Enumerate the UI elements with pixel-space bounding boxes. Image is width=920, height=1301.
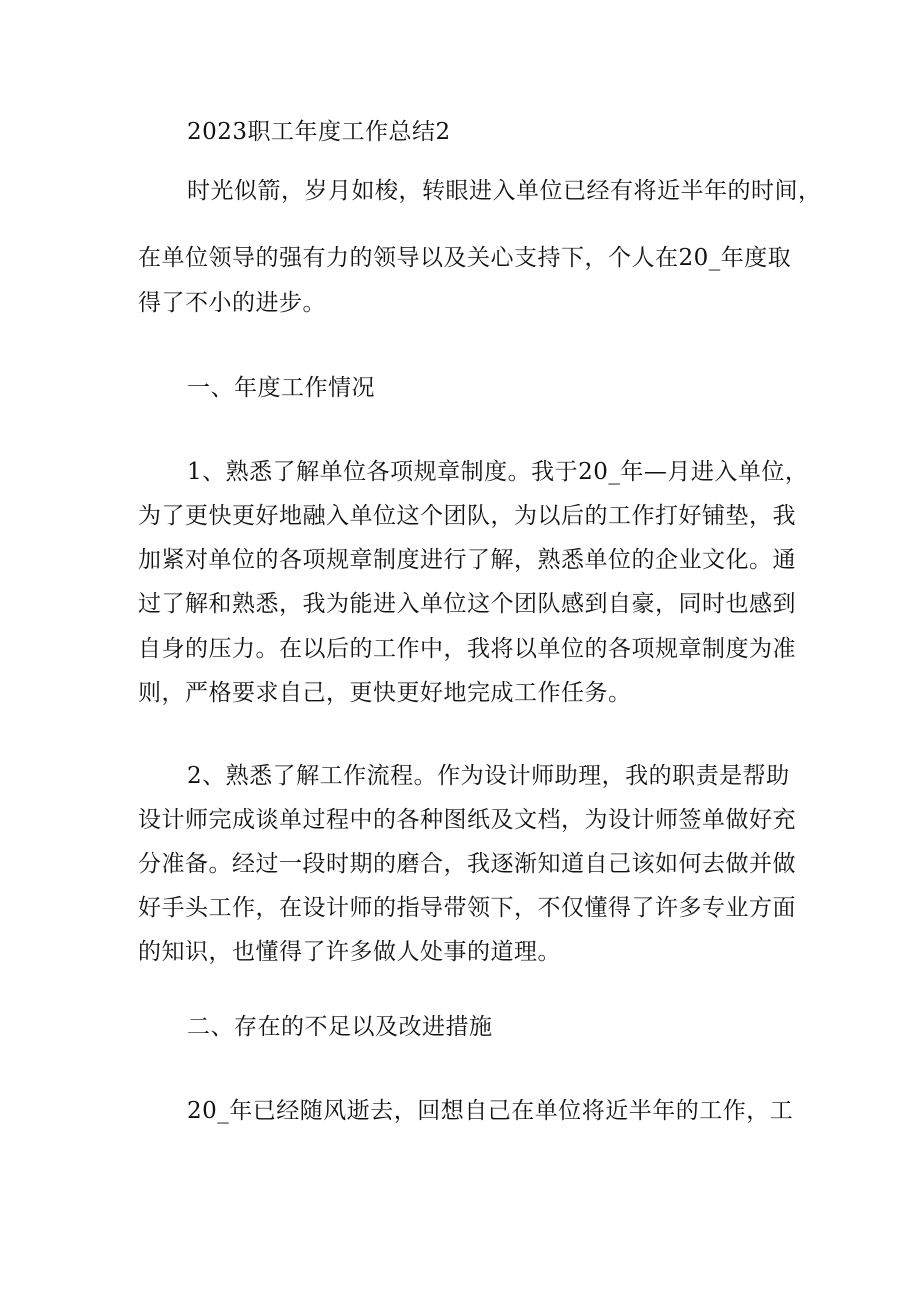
- paragraph-line: 设计师完成谈单过程中的各种图纸及文档，为设计师签单做好充: [138, 807, 796, 833]
- paragraph-line: 1、熟悉了解单位各项规章制度。我于20_年—月进入单位，: [187, 459, 809, 485]
- paragraph-line: 好手头工作，在设计师的指导带领下，不仅懂得了许多专业方面: [138, 895, 796, 921]
- paragraph-line: 自身的压力。在以后的工作中，我将以单位的各项规章制度为准: [138, 636, 796, 662]
- paragraph-line: 则，严格要求自己，更快更好地完成工作任务。: [138, 680, 632, 706]
- paragraph-line: 2、熟悉了解工作流程。作为设计师助理，我的职责是帮助: [187, 763, 790, 789]
- paragraph-line: 加紧对单位的各项规章制度进行了解，熟悉单位的企业文化。通: [138, 547, 796, 573]
- document-title: 2023职工年度工作总结2: [187, 119, 451, 145]
- paragraph-line: 在单位领导的强有力的领导以及关心支持下，个人在20_年度取: [138, 245, 792, 271]
- paragraph-line: 得了不小的进步。: [138, 290, 326, 316]
- section-heading: 一、年度工作情况: [187, 375, 375, 401]
- paragraph-line: 过了解和熟悉，我为能进入单位这个团队感到自豪，同时也感到: [138, 591, 796, 617]
- paragraph-line: 20_年已经随风逝去，回想自己在单位将近半年的工作，工: [187, 1098, 794, 1124]
- section-heading: 二、存在的不足以及改进措施: [187, 1014, 493, 1040]
- paragraph-line: 时光似箭，岁月如梭，转眼进入单位已经有将近半年的时间，: [187, 178, 822, 204]
- paragraph-line: 分准备。经过一段时期的磨合，我逐渐知道自己该如何去做并做: [138, 851, 796, 877]
- paragraph-line: 为了更快更好地融入单位这个团队，为以后的工作打好铺垫，我: [138, 503, 796, 529]
- paragraph-line: 的知识，也懂得了许多做人处事的道理。: [138, 939, 561, 965]
